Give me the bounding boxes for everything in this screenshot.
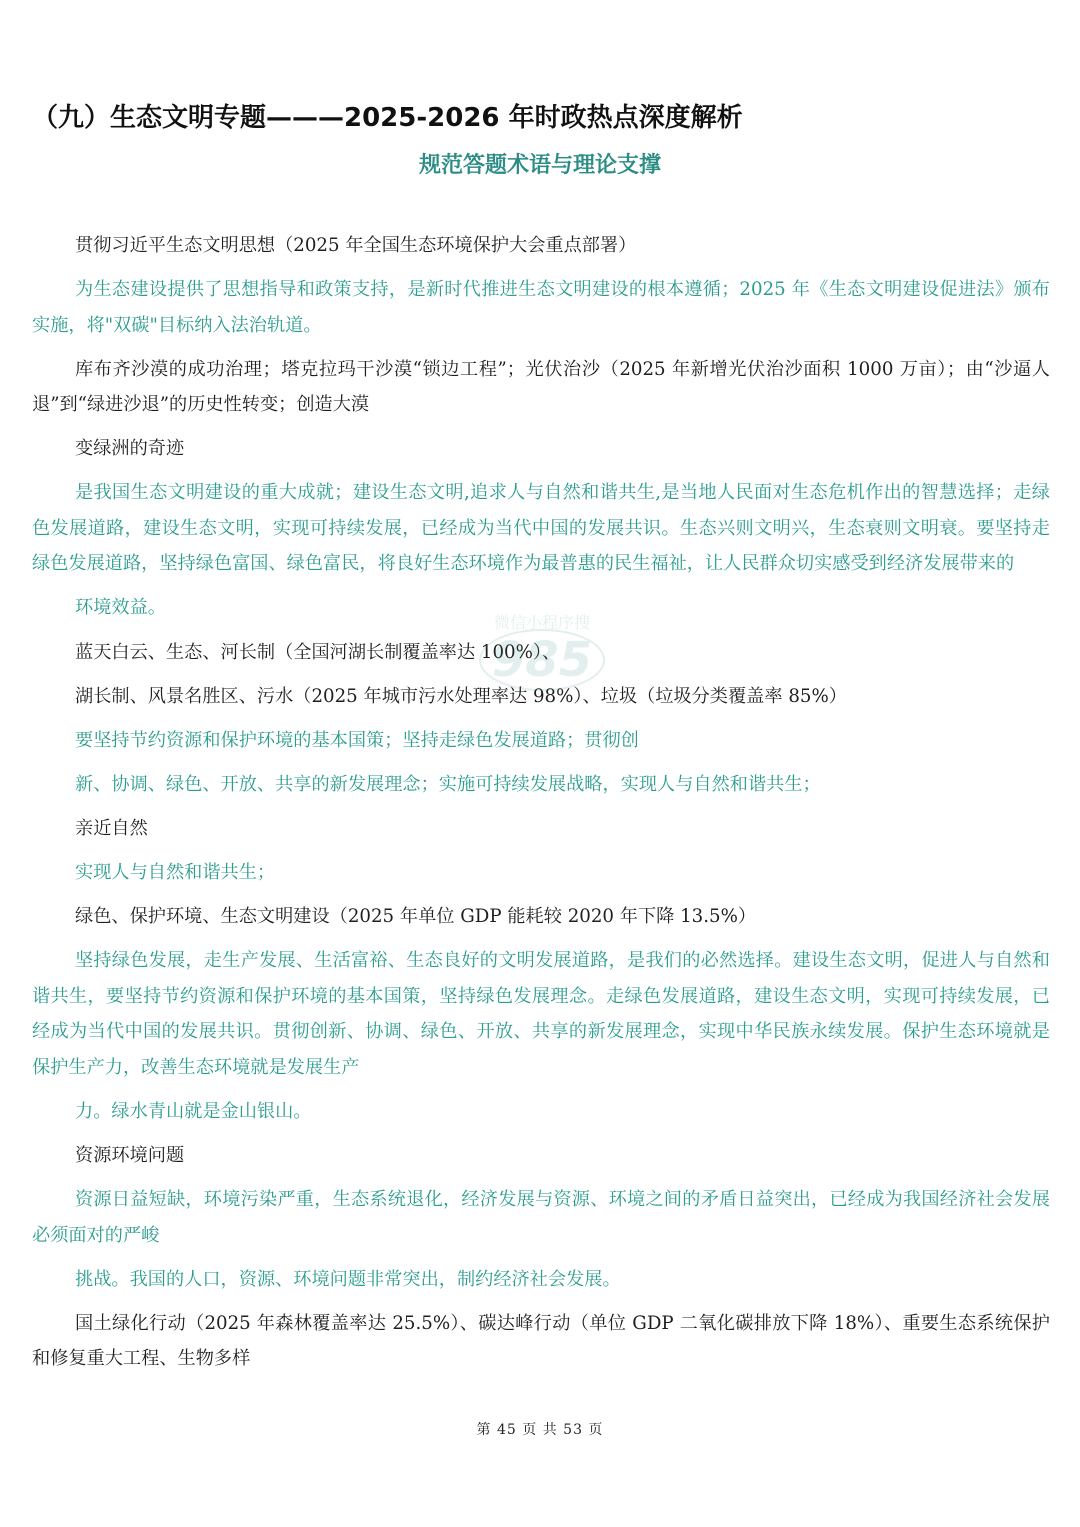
paragraph: 绿色、保护环境、生态文明建设（2025 年单位 GDP 能耗较 2020 年下降 13.5%） — [75, 906, 757, 928]
paragraph: 湖长制、风景名胜区、污水（2025 年城市污水处理率达 98%）、垃圾（垃圾分类覆盖率 85%） — [75, 685, 847, 707]
paragraph: 贯彻习近平生态文明思想（2025 年全国生态环境保护大会重点部署） — [75, 235, 637, 256]
paragraph: 亲近自然 — [75, 817, 148, 839]
paragraph: 资源日益短缺，环境污染严重，生态系统退化，经济发展与资源、环境之间的矛盾日益突出，已经成为我国经济社会发展必须面对的严峻 — [32, 1189, 1050, 1246]
watermark-number: 985 — [491, 632, 593, 688]
section-subtitle: 规范答题术语与理论支撑 — [418, 153, 661, 178]
paragraph: 蓝天白云、生态、河长制（全国河湖长制覆盖率达 100%）、 — [75, 641, 561, 663]
page-number: 第 45 页 共 53 页 — [476, 1422, 604, 1438]
paragraph: 国土绿化行动（2025 年森林覆盖率达 25.5%）、碳达峰行动（单位 GDP 二氧化碳排放下降 18%）、重要生态系统保护和修复重大工程、生物多样 — [32, 1312, 1050, 1370]
page-title: （九）生态文明专题———2025-2026 年时政热点深度解析 — [32, 103, 743, 133]
paragraph: 实现人与自然和谐共生； — [75, 862, 276, 884]
body-content — [32, 228, 1050, 1385]
paragraph: 环境效益。 — [75, 597, 166, 619]
paragraph: 新、协调、绿色、开放、共享的新发展理念；实施可持续发展战略，实现人与自然和谐共生； — [75, 773, 821, 795]
paragraph: 库布齐沙漠的成功治理；塔克拉玛干沙漠“锁边工程”；光伏治沙（2025 年新增光伏治沙面积 1000 万亩）；由“沙逼人退”到“绿进沙退”的历史性转变；创造大漠 — [32, 358, 1050, 416]
paragraph: 挑战。我国的人口，资源、环境问题非常突出，制约经济社会发展。 — [75, 1268, 621, 1290]
paragraph: 为生态建设提供了思想指导和政策支持，是新时代推进生态文明建设的根本遵循；2025 年《生态文明建设促进法》颁布实施，将"双碳"目标纳入法治轨道。 — [32, 279, 1050, 336]
watermark-text: 微信小程序搜 — [493, 613, 591, 632]
paragraph: 坚持绿色发展，走生产发展、生活富裕、生态良好的文明发展道路，是我们的必然选择。建设生态文明，促进人与自然和谐共生，要坚持节约资源和保护环境的基本国策，坚持绿色发展理念。走绿色发展道路，建设生态文明，实现可持续发展，已经成为当代中国的发展共识。贯彻创新、协调、绿色、开放、共享的新发展理念，实现中华民族永续发展。保护生态环境就是保护生产力，改善生态环境就是发展生产 — [32, 950, 1050, 1078]
paragraph: 是我国生态文明建设的重大成就；建设生态文明,追求人与自然和谐共生,是当地人民面对生态危机作出的智慧选择；走绿色发展道路，建设生态文明，实现可持续发展，已经成为当代中国的发展共识。生态兴则文明兴，生态衰则文明衰。要坚持走绿色发展道路，坚持绿色富国、绿色富民，将良好生态环境作为最普惠的民生福祉，让人民群众切实感受到经济发展带来的 — [32, 482, 1050, 575]
paragraph: 变绿洲的奇迹 — [75, 438, 185, 460]
paragraph: 力。绿水青山就是金山银山。 — [75, 1100, 312, 1122]
paragraph: 资源环境问题 — [75, 1144, 185, 1166]
paragraph: 要坚持节约资源和保护环境的基本国策；坚持走绿色发展道路；贯彻创 — [75, 729, 639, 751]
